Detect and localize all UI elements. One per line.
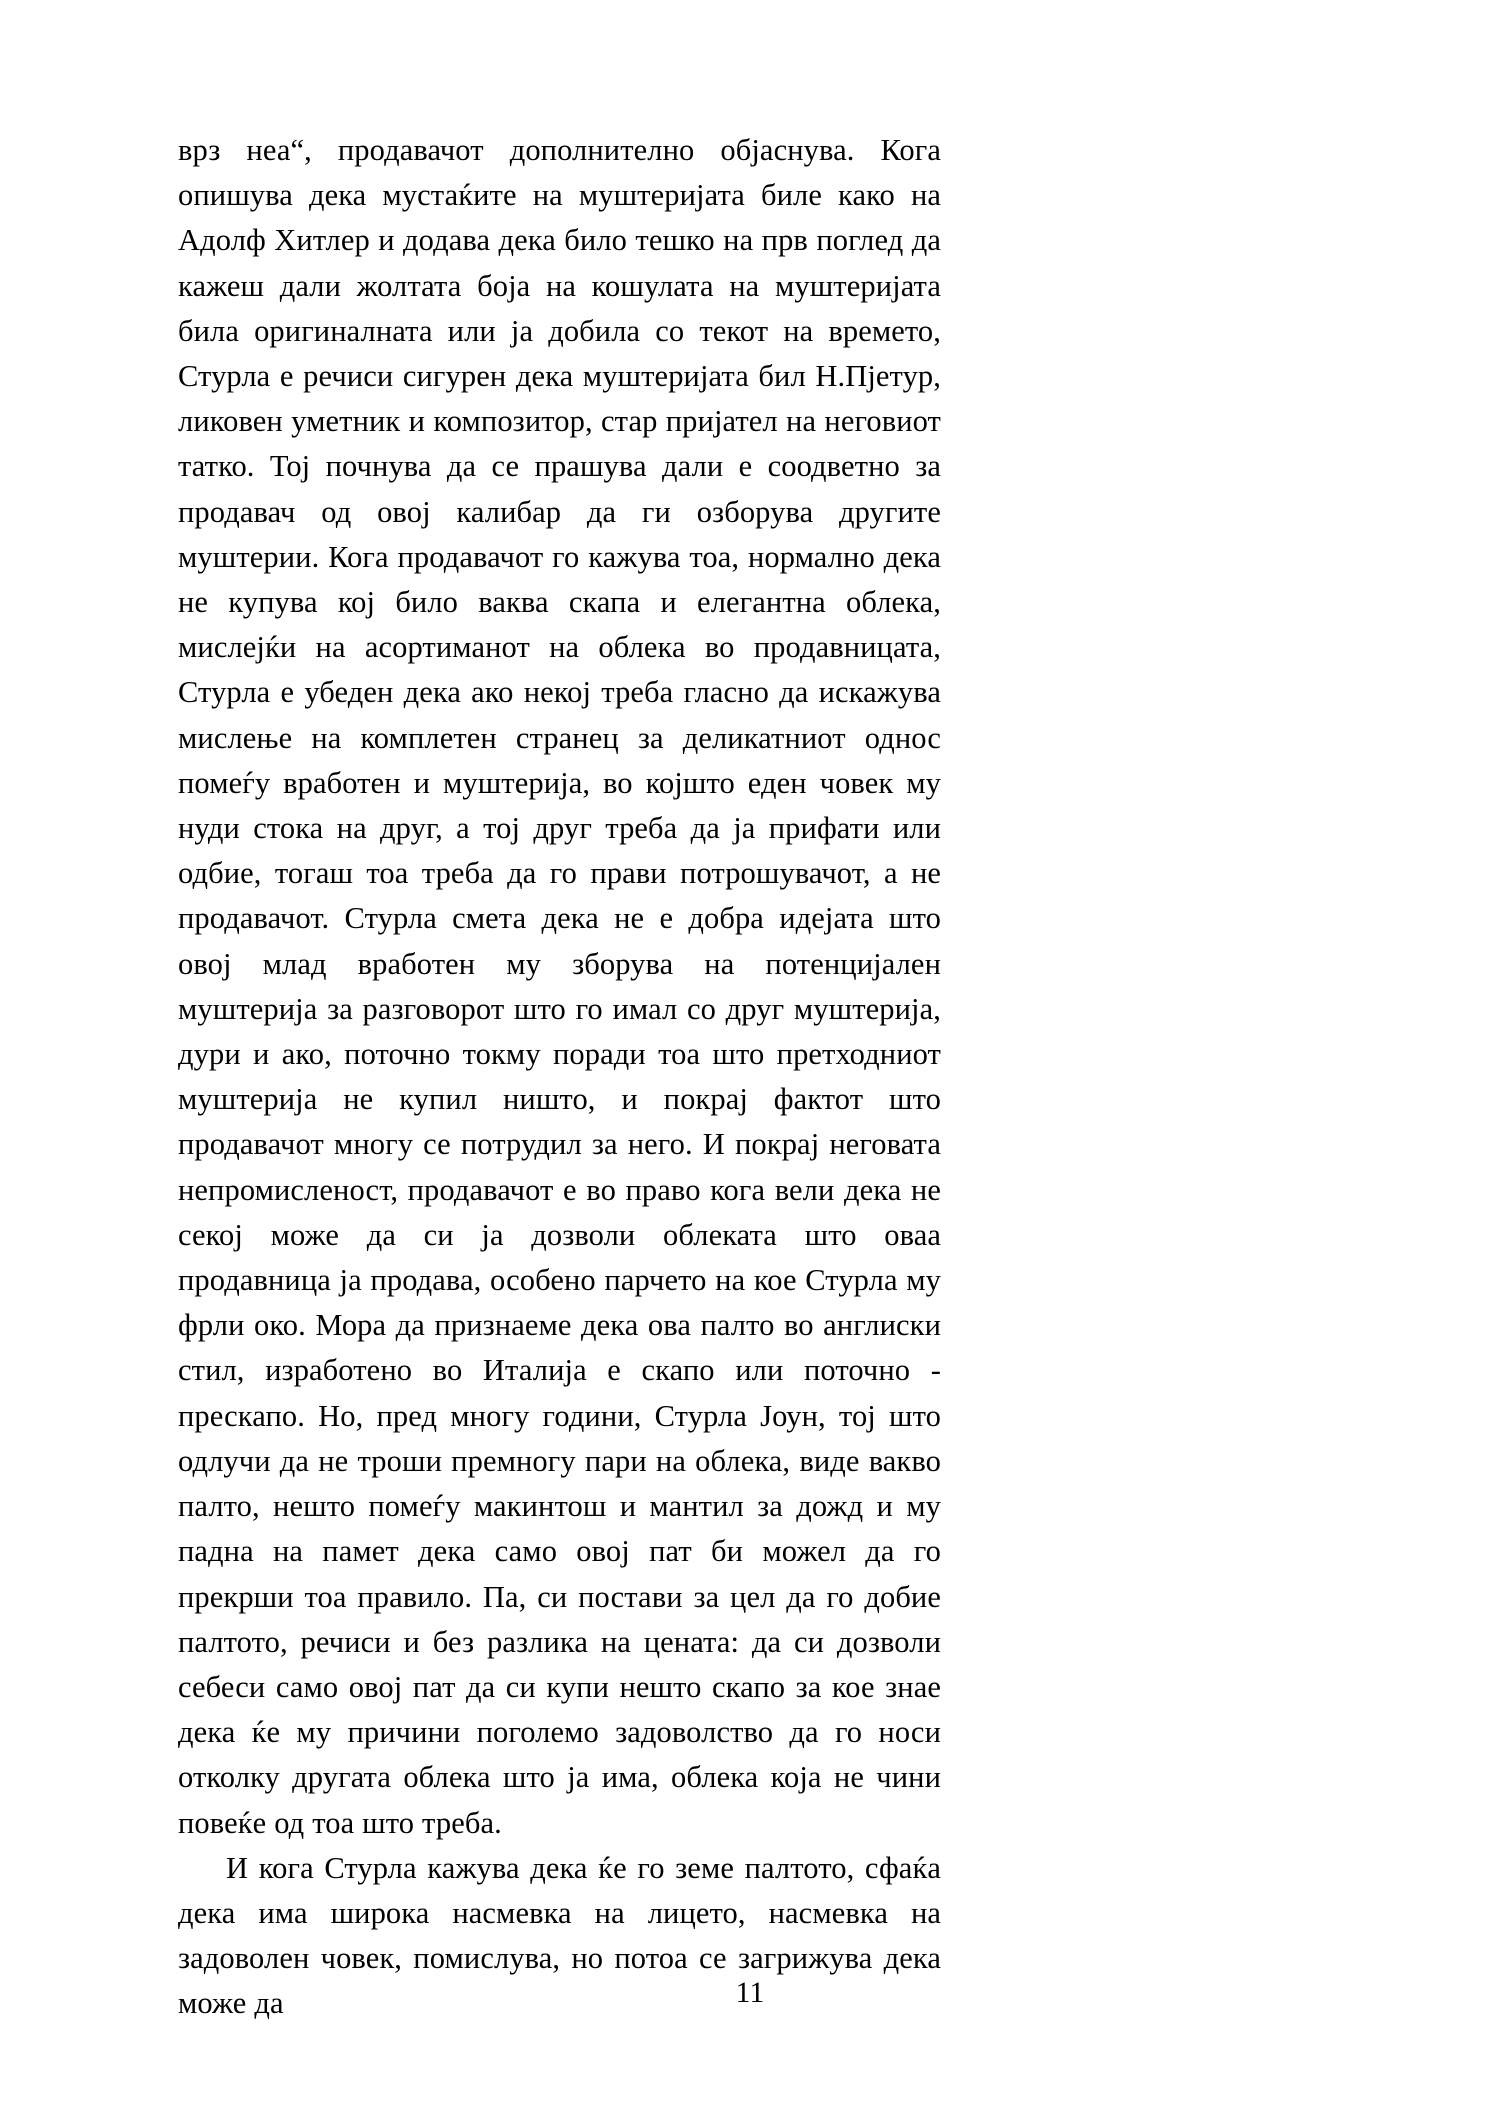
paragraph-1: врз неа“, продавачот дополнително објаснува. Кога опишува дека мустаќите на муштеријата биле како на Адолф Хитлер и додава дека било тешко на прв поглед да кажеш дали жолтата боја на кошулата на муштеријата била оригиналната или ја добила со текот на времето, Стурла е речиси сигурен дека муштеријата бил Н.Пјетур, ликовен уметник и композитор, стар пријател на неговиот татко. Тој почнува да се прашува дали е соодветно за продавач од овој калибар да ги озборува другите муштерии. Кога продавачот го кажува тоа, нормално дека не купува кој било ваква скапа и елегантна облека, мислејќи на асортиманот на облека во продавницата, Стурла е убеден дека ако некој треба гласно да искажува мислење на комплетен странец за деликатниот однос помеѓу вработен и муштерија, во којшто еден човек му нуди стока на друг, а тој друг треба да ја прифати или одбие, тогаш тоа треба да го прави потрошувачот, а не продавачот. Стурла смета дека не е добра идејата што овој млад вработен му зборува на потенцијален муштерија за разговорот што го имал со друг муштерија, дури и ако, поточно токму поради тоа што претходниот муштерија не купил ништо, и покрај фактот што продавачот многу се потрудил за него. И покрај неговата непромисленост, продавачот е во право кога вели дека не секој може да си ја дозволи облеката што оваа продавница ја продава, особено парчето на кое Стурла му фрли око. Мора да признаеме дека ова палто во англиски стил, изработено во Италија е скапо или поточно - прескапо. Но, пред многу години, Стурла Јоун, тој што одлучи да не троши премногу пари на облека, виде вакво палто, нешто помеѓу макинтош и мантил за дожд и му падна на памет дека само овој пат би можел да го прекрши тоа правило. Па, си постави за цел да го добие палтото, речиси и без разлика на цената: да си дозволи себеси само овој пат да си купи нешто скапо за кое знае дека ќе му причини поголемо задоволство да го носи отколку другата облека што ја има, облека која не чини повеќе од тоа што треба. [178, 133, 941, 1840]
body-text-block [178, 128, 941, 2027]
paragraph-2: И кога Стурла кажува дека ќе го земе палтото, сфаќа дека има широка насмевка на лицето, насмевка на задоволен човек, помислува, но потоа се загрижува дека може да [178, 1850, 941, 2021]
page-number: 11 [735, 1976, 765, 2009]
